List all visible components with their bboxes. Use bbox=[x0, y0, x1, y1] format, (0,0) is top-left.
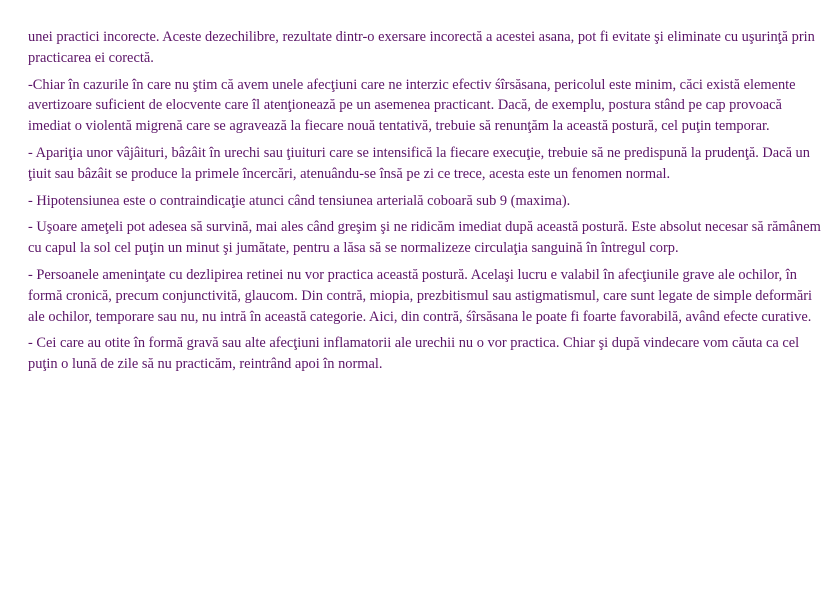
paragraph-continuation: unei practici incorecte. Aceste dezechilibre, rezultate dintr-o exersare incorectă a acestei asana, pot fi evitate şi eliminate cu uşurinţă prin practicarea ei corectă. bbox=[28, 29, 815, 66]
paragraph-dizziness: - Uşoare ameţeli pot adesea să survină, mai ales când greşim şi ne ridicăm imediat după această postură. Este absolut necesar să rămânem cu capul la sol cel puţin un minut şi jumătate, pentru a lăsa să se normalizeze circulaţia sanguină în întregul corp. bbox=[28, 219, 821, 257]
paragraph-ear-noises: - Apariţia unor vâjâituri, bâzâit în urechi sau ţiuituri care se intensifică la fiecare execuţie, trebuie să ne predispună la prudenţă. Dacă un ţiuit sau bâzâit se produce la primele încercări, atenuându-se însă pe zi ce trece, acesta este un fenomen normal. bbox=[28, 144, 810, 182]
paragraph-hypotension: - Hipotensiunea este o contraindicaţie atunci când tensiunea arterială coboară sub 9 (maxima). bbox=[28, 192, 571, 209]
paragraph-eye-conditions: - Persoanele ameninţate cu dezlipirea retinei nu vor practica această postură. Acelaşi lucru e valabil în afecţiunile grave ale ochilor, în formă cronică, precum conjunctivită, glaucom. Din contră, miopia, prezbitismul sau astigmatismul, care sunt legate de simple deformări ale ochilor, temporare sau nu, nu intră în această categorie. Aici, din contră, śîrsăsana le poate fi foarte favorabilă, având efecte curative. bbox=[28, 266, 813, 325]
paragraph-otitis: - Cei care au otite în formă gravă sau alte afecţiuni inflamatorii ale urechii nu o vor practica. Chiar şi după vindecare vom căuta ca cel puţin o lună de zile să nu practicăm, reintrând apoi în normal. bbox=[28, 335, 800, 373]
paragraph-warning-signs: -Chiar în cazurile în care nu ştim că avem unele afecţiuni care ne interzic efectiv śîrsăsana, pericolul este minim, căci există elemente avertizoare suficient de elocvente care îl atenţionează pe un asemenea practicant. Dacă, de exemplu, postura stând pe cap provoacă imediat o violentă migrenă care se agravează la fiecare nouă tentativă, trebuie să renunţăm la această postură, cel puţin temporar. bbox=[28, 76, 796, 135]
